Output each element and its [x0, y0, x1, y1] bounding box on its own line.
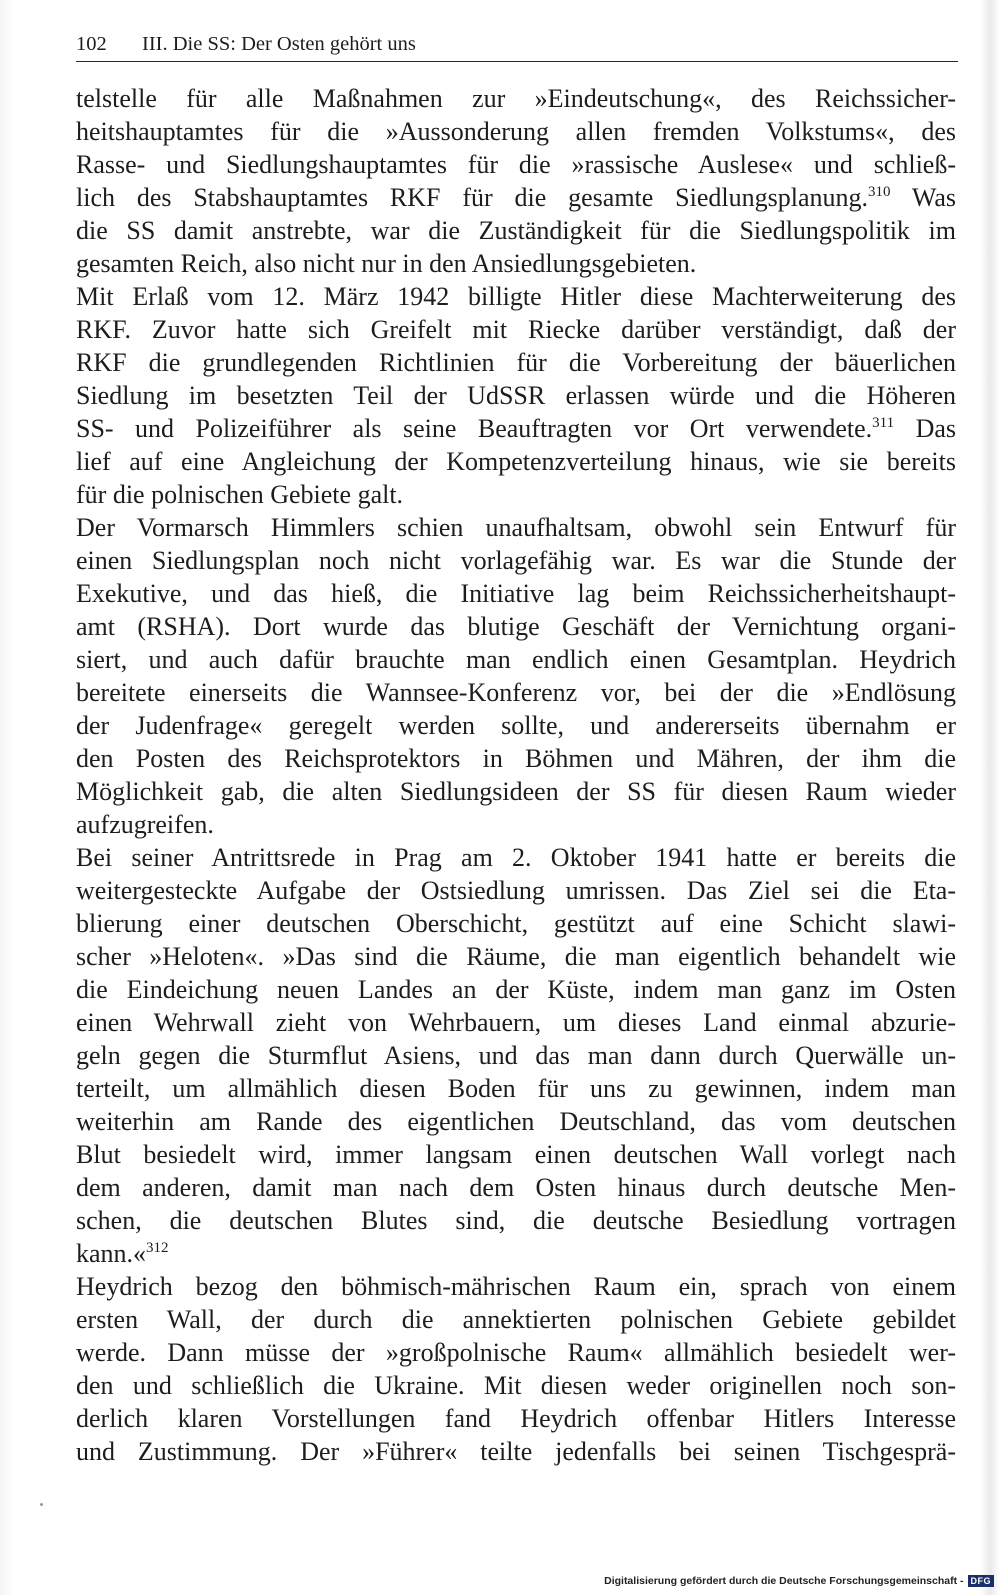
line-text: lief auf eine Angleichung der Kompetenzverteilung hinaus, wie sie bereits [76, 447, 956, 476]
footnote-reference: 311 [872, 415, 895, 431]
line-text: bereitete einerseits die Wannsee-Konferenz vor, bei der die »Endlösung [76, 678, 956, 707]
line-text: und Zustimmung. Der »Führer« teilte jedenfalls bei seinen Tischgesprä- [76, 1437, 956, 1466]
line-text: Siedlung im besetzten Teil der UdSSR erlassen würde und die Höheren [76, 381, 956, 410]
line-text: Heydrich bezog den böhmisch-mährischen Raum ein, sprach von einem [76, 1272, 956, 1301]
line-text: für die polnischen Gebiete galt. [76, 480, 404, 509]
text-line [76, 1402, 956, 1435]
text-line [76, 511, 956, 544]
running-title: III. Die SS: Der Osten gehört uns [142, 33, 416, 55]
line-text-continuation: Das [894, 414, 956, 443]
text-line [76, 973, 956, 1006]
text-line [76, 148, 956, 181]
line-text: blierung einer deutschen Oberschicht, gestützt auf eine Schicht slawi- [76, 909, 956, 938]
line-text: dem anderen, damit man nach dem Osten hinaus durch deutsche Men- [76, 1173, 956, 1202]
text-line [76, 82, 956, 115]
page-number: 102 [76, 33, 107, 55]
dfg-logo-icon: DFG [968, 1575, 995, 1587]
text-line [76, 544, 956, 577]
text-line [76, 841, 956, 874]
text-line [76, 346, 956, 379]
text-line [76, 412, 956, 445]
footer-credit: Digitalisierung gefördert durch die Deutsche Forschungsgemeinschaft - [604, 1575, 964, 1587]
line-text: aufzugreifen. [76, 810, 214, 839]
text-line [76, 214, 956, 247]
text-line [76, 1369, 956, 1402]
text-line [76, 742, 956, 775]
line-text: den Posten des Reichsprotektors in Böhmen und Mähren, der ihm die [76, 744, 956, 773]
line-text: ersten Wall, der durch die annektierten polnischen Gebiete gebildet [76, 1305, 956, 1334]
text-line [76, 1435, 956, 1468]
text-line [76, 313, 956, 346]
line-text: gesamten Reich, also nicht nur in den Ansiedlungsgebieten. [76, 249, 697, 278]
text-line [76, 709, 956, 742]
scan-speck [40, 1503, 43, 1506]
line-text: SS- und Polizeiführer als seine Beauftragten vor Ort verwendete. [76, 414, 873, 443]
line-text: die Eindeichung neuen Landes an der Küste, indem man ganz im Osten [76, 975, 956, 1004]
text-line [76, 1303, 956, 1336]
line-text: amt (RSHA). Dort wurde das blutige Geschäft der Vernichtung organi- [76, 612, 956, 641]
text-line [76, 1336, 956, 1369]
text-line [76, 610, 956, 643]
text-line [76, 1039, 956, 1072]
line-text: Bei seiner Antrittsrede in Prag am 2. Oktober 1941 hatte er bereits die [76, 843, 956, 872]
text-line [76, 379, 956, 412]
line-text-continuation: Was [890, 183, 956, 212]
line-text: weitergesteckte Aufgabe der Ostsiedlung umrissen. Das Ziel sei die Eta- [76, 876, 956, 905]
line-text: Blut besiedelt wird, immer langsam einen deutschen Wall vorlegt nach [76, 1140, 956, 1169]
text-line [76, 115, 956, 148]
line-text: den und schließlich die Ukraine. Mit diesen weder originellen noch son- [76, 1371, 956, 1400]
line-text: schen, die deutschen Blutes sind, die deutsche Besiedlung vortragen [76, 1206, 956, 1235]
line-text: Mit Erlaß vom 12. März 1942 billigte Hitler diese Machterweiterung des [76, 282, 956, 311]
header-rule [76, 61, 958, 62]
line-text: werde. Dann müsse der »großpolnische Raum« allmählich besiedelt wer- [76, 1338, 956, 1367]
line-text: heitshauptamtes für die »Aussonderung allen fremden Volkstums«, des [76, 117, 956, 146]
text-line [76, 478, 956, 511]
body-text [76, 82, 956, 1468]
text-line [76, 1006, 956, 1039]
line-text: lich des Stabshauptamtes RKF für die gesamte Siedlungsplanung. [76, 183, 868, 212]
line-text: telstelle für alle Maßnahmen zur »Eindeutschung«, des Reichssicher- [76, 84, 956, 113]
text-line [76, 1237, 956, 1270]
line-text: RKF die grundlegenden Richtlinien für die Vorbereitung der bäuerlichen [76, 348, 956, 377]
footnote-reference: 312 [146, 1240, 169, 1256]
text-line [76, 445, 956, 478]
text-line [76, 874, 956, 907]
text-line [76, 775, 956, 808]
line-text: der Judenfrage« geregelt werden sollte, und andererseits übernahm er [76, 711, 956, 740]
line-text: derlich klaren Vorstellungen fand Heydrich offenbar Hitlers Interesse [76, 1404, 956, 1433]
text-line [76, 247, 956, 280]
text-line [76, 643, 956, 676]
text-line [76, 808, 956, 841]
footnote-reference: 310 [868, 184, 891, 200]
text-line [76, 1171, 956, 1204]
text-line [76, 280, 956, 313]
text-line [76, 1270, 956, 1303]
text-line [76, 1072, 956, 1105]
text-line [76, 577, 956, 610]
line-text: einen Siedlungsplan noch nicht vorlagefähig war. Es war die Stunde der [76, 546, 956, 575]
text-line [76, 1138, 956, 1171]
line-text: RKF. Zuvor hatte sich Greifelt mit Riecke darüber verständigt, daß der [76, 315, 956, 344]
line-text: weiterhin am Rande des eigentlichen Deutschland, das vom deutschen [76, 1107, 956, 1136]
running-head [76, 30, 956, 58]
line-text: Exekutive, und das hieß, die Initiative lag beim Reichssicherheitshaupt- [76, 579, 956, 608]
text-line [76, 1204, 956, 1237]
digitization-footer [604, 1573, 994, 1589]
line-text: scher »Heloten«. »Das sind die Räume, die man eigentlich behandelt wie [76, 942, 956, 971]
text-line [76, 907, 956, 940]
line-text: einen Wehrwall zieht von Wehrbauern, um dieses Land einmal abzurie- [76, 1008, 956, 1037]
text-line [76, 940, 956, 973]
line-text: terteilt, um allmählich diesen Boden für uns zu gewinnen, indem man [76, 1074, 956, 1103]
line-text: Möglichkeit gab, die alten Siedlungsideen der SS für diesen Raum wieder [76, 777, 956, 806]
text-line [76, 1105, 956, 1138]
line-text: kann.« [76, 1239, 147, 1268]
text-line [76, 676, 956, 709]
line-text: Rasse- und Siedlungshauptamtes für die »rassische Auslese« und schließ- [76, 150, 956, 179]
line-text: die SS damit anstrebte, war die Zuständigkeit für die Siedlungspolitik im [76, 216, 956, 245]
line-text: siert, und auch dafür brauchte man endlich einen Gesamtplan. Heydrich [76, 645, 956, 674]
line-text: Der Vormarsch Himmlers schien unaufhaltsam, obwohl sein Entwurf für [76, 513, 956, 542]
text-line [76, 181, 956, 214]
line-text: geln gegen die Sturmflut Asiens, und das man dann durch Querwälle un- [76, 1041, 956, 1070]
